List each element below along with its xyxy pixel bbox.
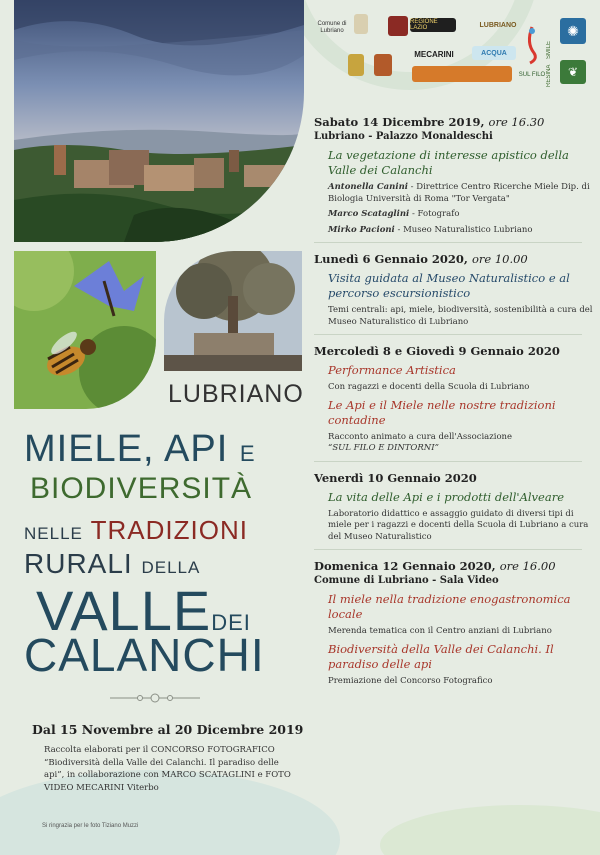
- divider: [314, 242, 582, 243]
- title-text: VALLE: [36, 579, 212, 642]
- speaker: [328, 182, 594, 205]
- sul-filo-icon: [524, 20, 540, 70]
- decorative-wave: [380, 805, 600, 855]
- event-program: [314, 106, 594, 687]
- sul-filo-label: SUL FILO: [518, 72, 546, 78]
- speaker: [328, 225, 594, 237]
- association-name: “SUL FILO E DINTORNI”: [328, 443, 439, 453]
- town-name: LUBRIANO: [168, 380, 304, 408]
- event-2: [314, 252, 594, 335]
- smile-label: SMILE: [546, 41, 552, 60]
- title-line-6: CALANCHI: [24, 629, 265, 681]
- coat-of-arms-icon: [354, 14, 368, 34]
- event-title: La vegetazione di interesse apistico della Valle dei Calanchi: [328, 148, 569, 177]
- town-photo: [14, 0, 304, 242]
- date-text: Lunedì 6 Gennaio 2020,: [314, 252, 468, 266]
- event-title: Performance Artistica: [328, 363, 456, 377]
- event-title: Il miele nella tradizione enogastronomica locale: [328, 592, 571, 621]
- title-line-3: [24, 515, 248, 546]
- text: Racconto animato a cura dell'Associazione: [328, 431, 513, 442]
- mecarini-logo: MECARINI: [414, 49, 454, 59]
- speaker-name: Marco Scataglini: [328, 209, 410, 219]
- title-line-4: [24, 548, 200, 580]
- lubriano-logo: LUBRIANO: [479, 21, 517, 29]
- title-text: NELLE: [24, 524, 83, 543]
- divider: [314, 334, 582, 335]
- ornament-divider: [110, 690, 200, 706]
- event-date: [314, 559, 594, 574]
- comune-label: Comune di Lubriano: [317, 21, 347, 34]
- speaker-name: Antonella Canini: [328, 182, 408, 192]
- event-title: La vita delle Api e i prodotti dell'Alveare: [328, 489, 565, 504]
- title-line-2: BIODIVERSITÀ: [30, 472, 253, 505]
- title-text: DEI: [211, 610, 251, 635]
- shield-icon: [348, 54, 364, 76]
- speaker-name: Mirko Pacioni: [328, 224, 395, 235]
- fountain-photo: [164, 251, 302, 371]
- event-text: [328, 432, 594, 455]
- event-1: [314, 115, 594, 243]
- event-date: [314, 252, 594, 267]
- event-title: Visita guidata al Museo Naturalistico e al percorso escursionistico: [328, 271, 570, 300]
- event-title: Le Api e il Miele nelle nostre tradizioni contadine: [328, 397, 556, 427]
- regione-label: REGIONE LAZIO: [410, 18, 456, 32]
- event-place: Lubriano - Palazzo Monaldeschi: [314, 131, 493, 142]
- time-text: ore 16.30: [488, 115, 545, 129]
- speaker: [328, 209, 594, 221]
- gear-icon: ✺: [560, 18, 586, 44]
- emblem-icon: [374, 54, 392, 76]
- title-line-1: [24, 428, 256, 471]
- event-4: [314, 471, 594, 551]
- event-text: Premiazione del Concorso Fotografico: [328, 675, 493, 686]
- date-text: Domenica 12 Gennaio 2020,: [314, 559, 496, 573]
- event-date: Venerdì 10 Gennaio 2020: [314, 470, 477, 485]
- event-text: Laboratorio didattico e assaggio guidato di diversi tipi di miele per i ragazzi e docenti della Scuola di Lubriano a cura del Museo Naturalistico: [328, 508, 589, 542]
- photo-credits: Si ringrazia per le foto Tiziano Muzzi: [42, 823, 139, 829]
- event-text: Temi centrali: api, miele, biodiversità, sostenibilità a cura del Museo Naturalistico di Lubriano: [328, 305, 593, 327]
- regione-icon: [388, 16, 408, 36]
- title-text: RURALI: [24, 548, 133, 579]
- event-place: Comune di Lubriano - Sala Video: [314, 575, 499, 586]
- date-text: Sabato 14 Dicembre 2019,: [314, 115, 485, 129]
- event-title: Biodiversità della Valle dei Calanchi. Il paradiso delle api: [328, 641, 554, 671]
- speaker-role: - Fotografo: [409, 209, 460, 219]
- leaf-icon: ❦: [560, 60, 586, 84]
- divider: [314, 549, 582, 550]
- event-3: [314, 344, 594, 462]
- event-text: Con ragazzi e docenti della Scuola di Lubriano: [328, 382, 530, 392]
- title-text: E: [239, 441, 256, 466]
- event-5: [314, 559, 594, 687]
- title-text: DELLA: [141, 558, 201, 577]
- speaker-role: - Direttrice Centro Ricerche Miele Dip. di Biologia Università di Roma "Tor Vergata": [328, 182, 590, 204]
- exhibition-description: Raccolta elaborati per il CONCORSO FOTOGRAFICO “Biodiversità della Valle dei Calanchi. Il paradiso delle api”, in collaborazione con MARCO SCATAGLINI e FOTO VIDEO MECARINI Viterbo: [44, 745, 291, 793]
- divider: [314, 461, 582, 462]
- speaker-role: - Museo Naturalistico Lubriano: [394, 224, 533, 235]
- acqua-logo: ACQUA: [472, 46, 516, 60]
- event-text: Merenda tematica con il Centro anziani di Lubriano: [328, 626, 552, 636]
- sponsor-logos: [312, 14, 590, 92]
- time-text: ore 16.00: [499, 559, 556, 573]
- title-text: TRADIZIONI: [90, 515, 248, 545]
- resina-label: RESINA: [546, 64, 552, 88]
- title-text: MIELE, API: [24, 428, 229, 470]
- bee-photo: [14, 251, 156, 409]
- banner-logo: [412, 66, 512, 82]
- event-date: Mercoledì 8 e Giovedì 9 Gennaio 2020: [314, 344, 560, 358]
- event-date: [314, 115, 594, 130]
- time-text: ore 10.00: [471, 252, 528, 266]
- exhibition-dates: Dal 15 Novembre al 20 Dicembre 2019: [32, 722, 304, 737]
